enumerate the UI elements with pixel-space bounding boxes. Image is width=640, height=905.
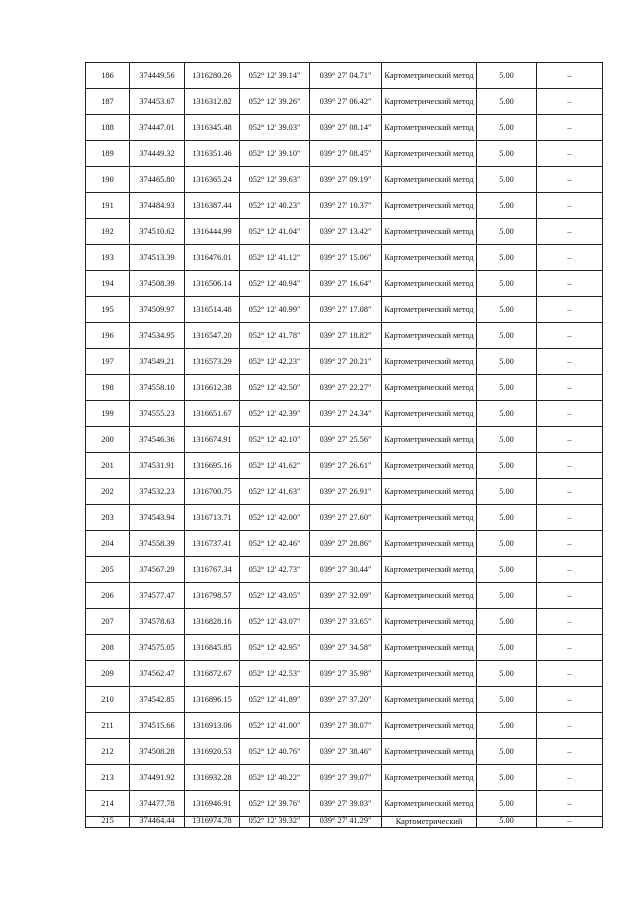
point-number-cell: 191 <box>86 193 130 219</box>
accuracy-cell: 5.00 <box>477 115 537 141</box>
x-coordinate-cell: 374562.47 <box>130 661 185 687</box>
latitude-cell: 052° 12' 42.23" <box>240 349 310 375</box>
y-coordinate-cell: 1316737.41 <box>185 531 240 557</box>
longitude-cell: 039° 27' 28.86" <box>310 531 382 557</box>
latitude-cell: 052° 12' 39.76" <box>240 791 310 817</box>
x-coordinate-cell: 374543.94 <box>130 505 185 531</box>
x-coordinate-cell: 374464.44 <box>130 817 185 828</box>
accuracy-cell: 5.00 <box>477 427 537 453</box>
x-coordinate-cell: 374532.23 <box>130 479 185 505</box>
y-coordinate-cell: 1316913.06 <box>185 713 240 739</box>
y-coordinate-cell: 1316674.91 <box>185 427 240 453</box>
note-cell: – <box>537 817 603 828</box>
note-cell: – <box>537 115 603 141</box>
method-cell: Картометрический метод <box>382 193 477 219</box>
table-row <box>86 531 603 557</box>
y-coordinate-cell: 1316872.67 <box>185 661 240 687</box>
latitude-cell: 052° 12' 41.78" <box>240 323 310 349</box>
x-coordinate-cell: 374515.66 <box>130 713 185 739</box>
point-number-cell: 186 <box>86 63 130 89</box>
longitude-cell: 039° 27' 06.42" <box>310 89 382 115</box>
method-cell: Картометрический метод <box>382 635 477 661</box>
latitude-cell: 052° 12' 42.50" <box>240 375 310 401</box>
accuracy-cell: 5.00 <box>477 661 537 687</box>
note-cell: – <box>537 349 603 375</box>
y-coordinate-cell: 1316932.28 <box>185 765 240 791</box>
latitude-cell: 052° 12' 43.05" <box>240 583 310 609</box>
method-cell: Картометрический метод <box>382 219 477 245</box>
point-number-cell: 207 <box>86 609 130 635</box>
accuracy-cell: 5.00 <box>477 245 537 271</box>
table-row <box>86 375 603 401</box>
table-row <box>86 141 603 167</box>
longitude-cell: 039° 27' 39.07" <box>310 765 382 791</box>
point-number-cell: 200 <box>86 427 130 453</box>
longitude-cell: 039° 27' 08.14" <box>310 115 382 141</box>
method-cell: Картометрический метод <box>382 349 477 375</box>
longitude-cell: 039° 27' 15.06" <box>310 245 382 271</box>
point-number-cell: 189 <box>86 141 130 167</box>
longitude-cell: 039° 27' 38.46" <box>310 739 382 765</box>
accuracy-cell: 5.00 <box>477 167 537 193</box>
method-cell: Картометрический метод <box>382 557 477 583</box>
point-number-cell: 204 <box>86 531 130 557</box>
table-row <box>86 635 603 661</box>
latitude-cell: 052° 12' 41.04" <box>240 219 310 245</box>
note-cell: – <box>537 453 603 479</box>
latitude-cell: 052° 12' 42.46" <box>240 531 310 557</box>
note-cell: – <box>537 635 603 661</box>
latitude-cell: 052° 12' 40.99" <box>240 297 310 323</box>
method-cell: Картометрический <box>382 817 477 828</box>
point-number-cell: 201 <box>86 453 130 479</box>
table-row <box>86 661 603 687</box>
accuracy-cell: 5.00 <box>477 739 537 765</box>
table-row <box>86 193 603 219</box>
latitude-cell: 052° 12' 39.26" <box>240 89 310 115</box>
accuracy-cell: 5.00 <box>477 63 537 89</box>
table-row <box>86 245 603 271</box>
accuracy-cell: 5.00 <box>477 297 537 323</box>
y-coordinate-cell: 1316514.48 <box>185 297 240 323</box>
point-number-cell: 187 <box>86 89 130 115</box>
method-cell: Картометрический метод <box>382 661 477 687</box>
table-row <box>86 453 603 479</box>
latitude-cell: 052° 12' 42.10" <box>240 427 310 453</box>
method-cell: Картометрический метод <box>382 401 477 427</box>
note-cell: – <box>537 583 603 609</box>
point-number-cell: 213 <box>86 765 130 791</box>
y-coordinate-cell: 1316700.75 <box>185 479 240 505</box>
method-cell: Картометрический метод <box>382 713 477 739</box>
accuracy-cell: 5.00 <box>477 349 537 375</box>
table-row <box>86 713 603 739</box>
point-number-cell: 210 <box>86 687 130 713</box>
method-cell: Картометрический метод <box>382 739 477 765</box>
accuracy-cell: 5.00 <box>477 687 537 713</box>
latitude-cell: 052° 12' 43.07" <box>240 609 310 635</box>
method-cell: Картометрический метод <box>382 63 477 89</box>
x-coordinate-cell: 374531.91 <box>130 453 185 479</box>
accuracy-cell: 5.00 <box>477 817 537 828</box>
table-row <box>86 401 603 427</box>
longitude-cell: 039° 27' 25.56" <box>310 427 382 453</box>
table-row <box>86 609 603 635</box>
y-coordinate-cell: 1316651.67 <box>185 401 240 427</box>
x-coordinate-cell: 374575.05 <box>130 635 185 661</box>
x-coordinate-cell: 374484.93 <box>130 193 185 219</box>
y-coordinate-cell: 1316920.53 <box>185 739 240 765</box>
table-row <box>86 791 603 817</box>
latitude-cell: 052° 12' 42.73" <box>240 557 310 583</box>
y-coordinate-cell: 1316312.82 <box>185 89 240 115</box>
note-cell: – <box>537 791 603 817</box>
point-number-cell: 198 <box>86 375 130 401</box>
note-cell: – <box>537 245 603 271</box>
longitude-cell: 039° 27' 26.61" <box>310 453 382 479</box>
longitude-cell: 039° 27' 24.34" <box>310 401 382 427</box>
y-coordinate-cell: 1316896.15 <box>185 687 240 713</box>
latitude-cell: 052° 12' 41.12" <box>240 245 310 271</box>
y-coordinate-cell: 1316280.26 <box>185 63 240 89</box>
point-number-cell: 197 <box>86 349 130 375</box>
point-number-cell: 202 <box>86 479 130 505</box>
point-number-cell: 206 <box>86 583 130 609</box>
note-cell: – <box>537 271 603 297</box>
note-cell: – <box>537 401 603 427</box>
note-cell: – <box>537 557 603 583</box>
x-coordinate-cell: 374555.23 <box>130 401 185 427</box>
note-cell: – <box>537 89 603 115</box>
y-coordinate-cell: 1316845.85 <box>185 635 240 661</box>
accuracy-cell: 5.00 <box>477 219 537 245</box>
method-cell: Картометрический метод <box>382 245 477 271</box>
note-cell: – <box>537 141 603 167</box>
method-cell: Картометрический метод <box>382 271 477 297</box>
table-row <box>86 297 603 323</box>
table-row <box>86 167 603 193</box>
table-row <box>86 323 603 349</box>
point-number-cell: 193 <box>86 245 130 271</box>
y-coordinate-cell: 1316713.71 <box>185 505 240 531</box>
x-coordinate-cell: 374449.32 <box>130 141 185 167</box>
longitude-cell: 039° 27' 10.37" <box>310 193 382 219</box>
y-coordinate-cell: 1316695.16 <box>185 453 240 479</box>
point-number-cell: 211 <box>86 713 130 739</box>
latitude-cell: 052° 12' 40.23" <box>240 193 310 219</box>
y-coordinate-cell: 1316444.99 <box>185 219 240 245</box>
table-row <box>86 115 603 141</box>
y-coordinate-cell: 1316476.01 <box>185 245 240 271</box>
y-coordinate-cell: 1316828.16 <box>185 609 240 635</box>
note-cell: – <box>537 739 603 765</box>
latitude-cell: 052° 12' 41.89" <box>240 687 310 713</box>
latitude-cell: 052° 12' 39.10" <box>240 141 310 167</box>
note-cell: – <box>537 713 603 739</box>
table-row <box>86 687 603 713</box>
coordinates-table <box>85 62 603 828</box>
longitude-cell: 039° 27' 32.09" <box>310 583 382 609</box>
y-coordinate-cell: 1316974.78 <box>185 817 240 828</box>
x-coordinate-cell: 374508.28 <box>130 739 185 765</box>
longitude-cell: 039° 27' 13.42" <box>310 219 382 245</box>
point-number-cell: 195 <box>86 297 130 323</box>
x-coordinate-cell: 374491.92 <box>130 765 185 791</box>
accuracy-cell: 5.00 <box>477 375 537 401</box>
table-row <box>86 219 603 245</box>
longitude-cell: 039° 27' 18.82" <box>310 323 382 349</box>
point-number-cell: 205 <box>86 557 130 583</box>
point-number-cell: 196 <box>86 323 130 349</box>
method-cell: Картометрический метод <box>382 505 477 531</box>
longitude-cell: 039° 27' 08.45" <box>310 141 382 167</box>
x-coordinate-cell: 374508.39 <box>130 271 185 297</box>
x-coordinate-cell: 374558.10 <box>130 375 185 401</box>
x-coordinate-cell: 374577.47 <box>130 583 185 609</box>
longitude-cell: 039° 27' 17.08" <box>310 297 382 323</box>
note-cell: – <box>537 219 603 245</box>
accuracy-cell: 5.00 <box>477 765 537 791</box>
method-cell: Картометрический метод <box>382 687 477 713</box>
x-coordinate-cell: 374558.39 <box>130 531 185 557</box>
note-cell: – <box>537 505 603 531</box>
point-number-cell: 208 <box>86 635 130 661</box>
latitude-cell: 052° 12' 39.03" <box>240 115 310 141</box>
table-row <box>86 63 603 89</box>
table-row <box>86 479 603 505</box>
accuracy-cell: 5.00 <box>477 141 537 167</box>
accuracy-cell: 5.00 <box>477 557 537 583</box>
note-cell: – <box>537 63 603 89</box>
method-cell: Картометрический метод <box>382 583 477 609</box>
latitude-cell: 052° 12' 41.62" <box>240 453 310 479</box>
x-coordinate-cell: 374542.85 <box>130 687 185 713</box>
longitude-cell: 039° 27' 22.27" <box>310 375 382 401</box>
note-cell: – <box>537 687 603 713</box>
method-cell: Картометрический метод <box>382 609 477 635</box>
accuracy-cell: 5.00 <box>477 193 537 219</box>
y-coordinate-cell: 1316798.57 <box>185 583 240 609</box>
longitude-cell: 039° 27' 37.20" <box>310 687 382 713</box>
note-cell: – <box>537 531 603 557</box>
accuracy-cell: 5.00 <box>477 791 537 817</box>
accuracy-cell: 5.00 <box>477 609 537 635</box>
latitude-cell: 052° 12' 39.14" <box>240 63 310 89</box>
x-coordinate-cell: 374534.95 <box>130 323 185 349</box>
x-coordinate-cell: 374465.80 <box>130 167 185 193</box>
method-cell: Картометрический метод <box>382 115 477 141</box>
x-coordinate-cell: 374477.78 <box>130 791 185 817</box>
method-cell: Картометрический метод <box>382 167 477 193</box>
latitude-cell: 052° 12' 41.63" <box>240 479 310 505</box>
x-coordinate-cell: 374578.63 <box>130 609 185 635</box>
longitude-cell: 039° 27' 27.60" <box>310 505 382 531</box>
x-coordinate-cell: 374453.67 <box>130 89 185 115</box>
accuracy-cell: 5.00 <box>477 89 537 115</box>
point-number-cell: 215 <box>86 817 130 828</box>
method-cell: Картометрический метод <box>382 531 477 557</box>
x-coordinate-cell: 374449.56 <box>130 63 185 89</box>
accuracy-cell: 5.00 <box>477 323 537 349</box>
accuracy-cell: 5.00 <box>477 635 537 661</box>
table-row <box>86 557 603 583</box>
table-row <box>86 817 603 828</box>
longitude-cell: 039° 27' 09.19" <box>310 167 382 193</box>
y-coordinate-cell: 1316351.46 <box>185 141 240 167</box>
longitude-cell: 039° 27' 33.65" <box>310 609 382 635</box>
x-coordinate-cell: 374567.29 <box>130 557 185 583</box>
longitude-cell: 039° 27' 38.07" <box>310 713 382 739</box>
table-row <box>86 583 603 609</box>
note-cell: – <box>537 765 603 791</box>
y-coordinate-cell: 1316506.14 <box>185 271 240 297</box>
point-number-cell: 188 <box>86 115 130 141</box>
longitude-cell: 039° 27' 35.98" <box>310 661 382 687</box>
x-coordinate-cell: 374510.62 <box>130 219 185 245</box>
accuracy-cell: 5.00 <box>477 583 537 609</box>
y-coordinate-cell: 1316547.20 <box>185 323 240 349</box>
point-number-cell: 190 <box>86 167 130 193</box>
longitude-cell: 039° 27' 26.91" <box>310 479 382 505</box>
method-cell: Картометрический метод <box>382 453 477 479</box>
table-row <box>86 271 603 297</box>
accuracy-cell: 5.00 <box>477 531 537 557</box>
x-coordinate-cell: 374546.36 <box>130 427 185 453</box>
latitude-cell: 052° 12' 42.53" <box>240 661 310 687</box>
method-cell: Картометрический метод <box>382 141 477 167</box>
longitude-cell: 039° 27' 04.71" <box>310 63 382 89</box>
latitude-cell: 052° 12' 42.00" <box>240 505 310 531</box>
point-number-cell: 192 <box>86 219 130 245</box>
point-number-cell: 209 <box>86 661 130 687</box>
note-cell: – <box>537 323 603 349</box>
x-coordinate-cell: 374513.39 <box>130 245 185 271</box>
longitude-cell: 039° 27' 20.21" <box>310 349 382 375</box>
latitude-cell: 052° 12' 39.63" <box>240 167 310 193</box>
y-coordinate-cell: 1316573.29 <box>185 349 240 375</box>
accuracy-cell: 5.00 <box>477 453 537 479</box>
note-cell: – <box>537 375 603 401</box>
longitude-cell: 039° 27' 41.29" <box>310 817 382 828</box>
latitude-cell: 052° 12' 41.00" <box>240 713 310 739</box>
table-row <box>86 427 603 453</box>
y-coordinate-cell: 1316365.24 <box>185 167 240 193</box>
point-number-cell: 199 <box>86 401 130 427</box>
table-row <box>86 765 603 791</box>
y-coordinate-cell: 1316946.91 <box>185 791 240 817</box>
longitude-cell: 039° 27' 34.58" <box>310 635 382 661</box>
note-cell: – <box>537 167 603 193</box>
method-cell: Картометрический метод <box>382 427 477 453</box>
longitude-cell: 039° 27' 39.83" <box>310 791 382 817</box>
point-number-cell: 214 <box>86 791 130 817</box>
latitude-cell: 052° 12' 42.95" <box>240 635 310 661</box>
accuracy-cell: 5.00 <box>477 713 537 739</box>
y-coordinate-cell: 1316767.34 <box>185 557 240 583</box>
method-cell: Картометрический метод <box>382 791 477 817</box>
y-coordinate-cell: 1316612.38 <box>185 375 240 401</box>
y-coordinate-cell: 1316345.48 <box>185 115 240 141</box>
note-cell: – <box>537 297 603 323</box>
table-body <box>86 63 603 828</box>
accuracy-cell: 5.00 <box>477 401 537 427</box>
method-cell: Картометрический метод <box>382 89 477 115</box>
method-cell: Картометрический метод <box>382 765 477 791</box>
accuracy-cell: 5.00 <box>477 271 537 297</box>
table-row <box>86 505 603 531</box>
note-cell: – <box>537 609 603 635</box>
x-coordinate-cell: 374447.01 <box>130 115 185 141</box>
note-cell: – <box>537 193 603 219</box>
point-number-cell: 212 <box>86 739 130 765</box>
latitude-cell: 052° 12' 40.94" <box>240 271 310 297</box>
longitude-cell: 039° 27' 16.64" <box>310 271 382 297</box>
table-row <box>86 89 603 115</box>
method-cell: Картометрический метод <box>382 479 477 505</box>
method-cell: Картометрический метод <box>382 375 477 401</box>
point-number-cell: 194 <box>86 271 130 297</box>
accuracy-cell: 5.00 <box>477 479 537 505</box>
longitude-cell: 039° 27' 30.44" <box>310 557 382 583</box>
note-cell: – <box>537 479 603 505</box>
latitude-cell: 052° 12' 42.39" <box>240 401 310 427</box>
table-row <box>86 739 603 765</box>
latitude-cell: 052° 12' 39.32" <box>240 817 310 828</box>
method-cell: Картометрический метод <box>382 297 477 323</box>
x-coordinate-cell: 374549.21 <box>130 349 185 375</box>
latitude-cell: 052° 12' 40.76" <box>240 739 310 765</box>
note-cell: – <box>537 661 603 687</box>
latitude-cell: 052° 12' 40.22" <box>240 765 310 791</box>
method-cell: Картометрический метод <box>382 323 477 349</box>
note-cell: – <box>537 427 603 453</box>
point-number-cell: 203 <box>86 505 130 531</box>
accuracy-cell: 5.00 <box>477 505 537 531</box>
table-row <box>86 349 603 375</box>
y-coordinate-cell: 1316387.44 <box>185 193 240 219</box>
x-coordinate-cell: 374509.97 <box>130 297 185 323</box>
